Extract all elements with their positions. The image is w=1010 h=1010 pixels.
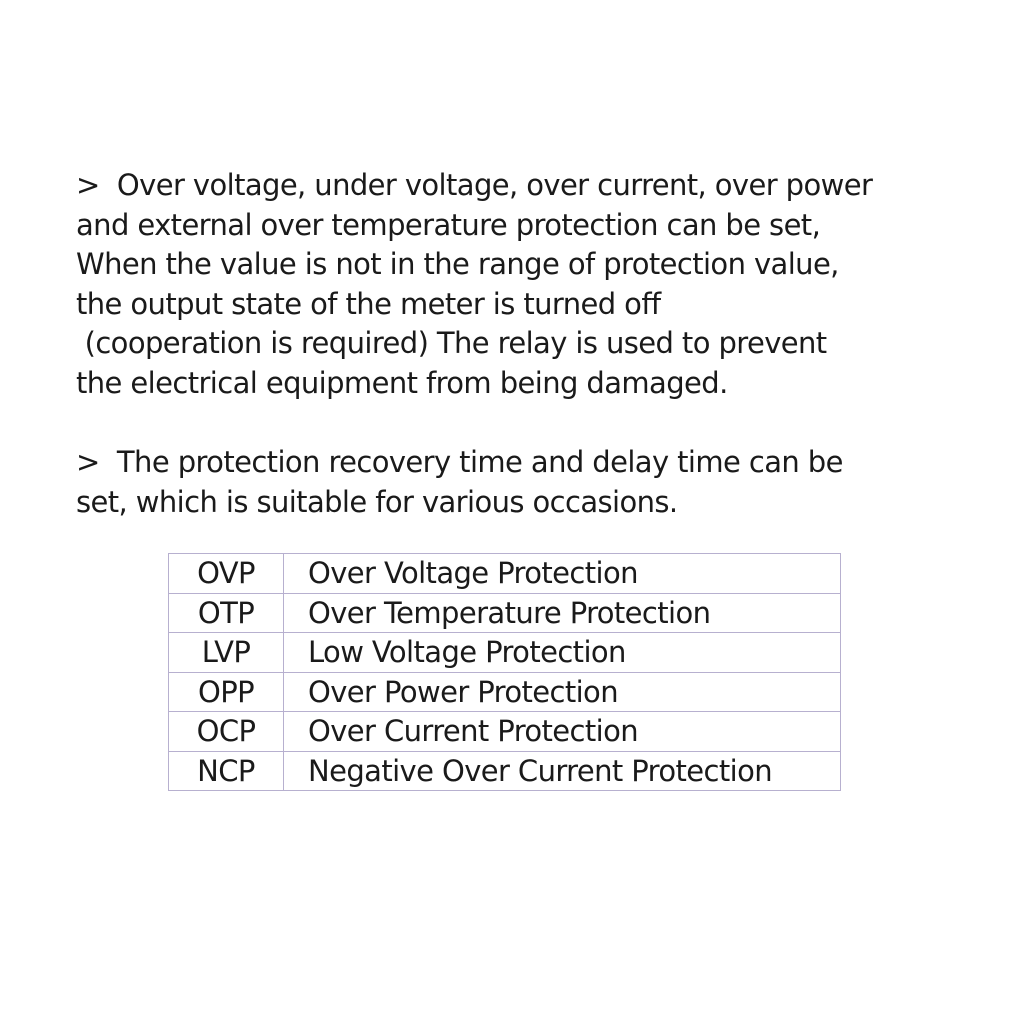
table-row <box>169 712 841 752</box>
paragraph-line: > The protection recovery time and delay time can be <box>76 445 843 479</box>
paragraph-line: the electrical equipment from being damaged. <box>76 365 728 400</box>
table-row <box>169 751 841 791</box>
protection-description-cell: Over Temperature Protection <box>284 593 841 633</box>
paragraph-line: (cooperation is required) The relay is used to prevent <box>76 326 827 360</box>
protection-code-cell: OCP <box>169 712 284 752</box>
table-row <box>169 633 841 673</box>
paragraph-line: the output state of the meter is turned off <box>76 286 661 321</box>
paragraph-line: and external over temperature protection can be set, <box>76 207 821 242</box>
protection-description-cell: Low Voltage Protection <box>284 633 841 673</box>
protection-description-cell: Over Voltage Protection <box>284 554 841 594</box>
table-row <box>169 672 841 712</box>
protection-code-cell: OTP <box>169 593 284 633</box>
protection-description-cell: Negative Over Current Protection <box>284 751 841 791</box>
table-row <box>169 593 841 633</box>
protection-code-cell: OVP <box>169 554 284 594</box>
feature-paragraph-protection-settings <box>76 166 976 403</box>
paragraph-line: set, which is suitable for various occasions. <box>76 484 678 519</box>
paragraph-line: When the value is not in the range of protection value, <box>76 247 839 281</box>
paragraph-line: > Over voltage, under voltage, over current, over power <box>76 168 873 202</box>
feature-paragraph-recovery-time <box>76 443 976 522</box>
protection-code-cell: LVP <box>169 633 284 673</box>
protection-description-cell: Over Current Protection <box>284 712 841 752</box>
protection-abbreviation-table <box>168 553 841 791</box>
protection-code-cell: OPP <box>169 672 284 712</box>
protection-code-cell: NCP <box>169 751 284 791</box>
protection-description-cell: Over Power Protection <box>284 672 841 712</box>
table-row <box>169 554 841 594</box>
